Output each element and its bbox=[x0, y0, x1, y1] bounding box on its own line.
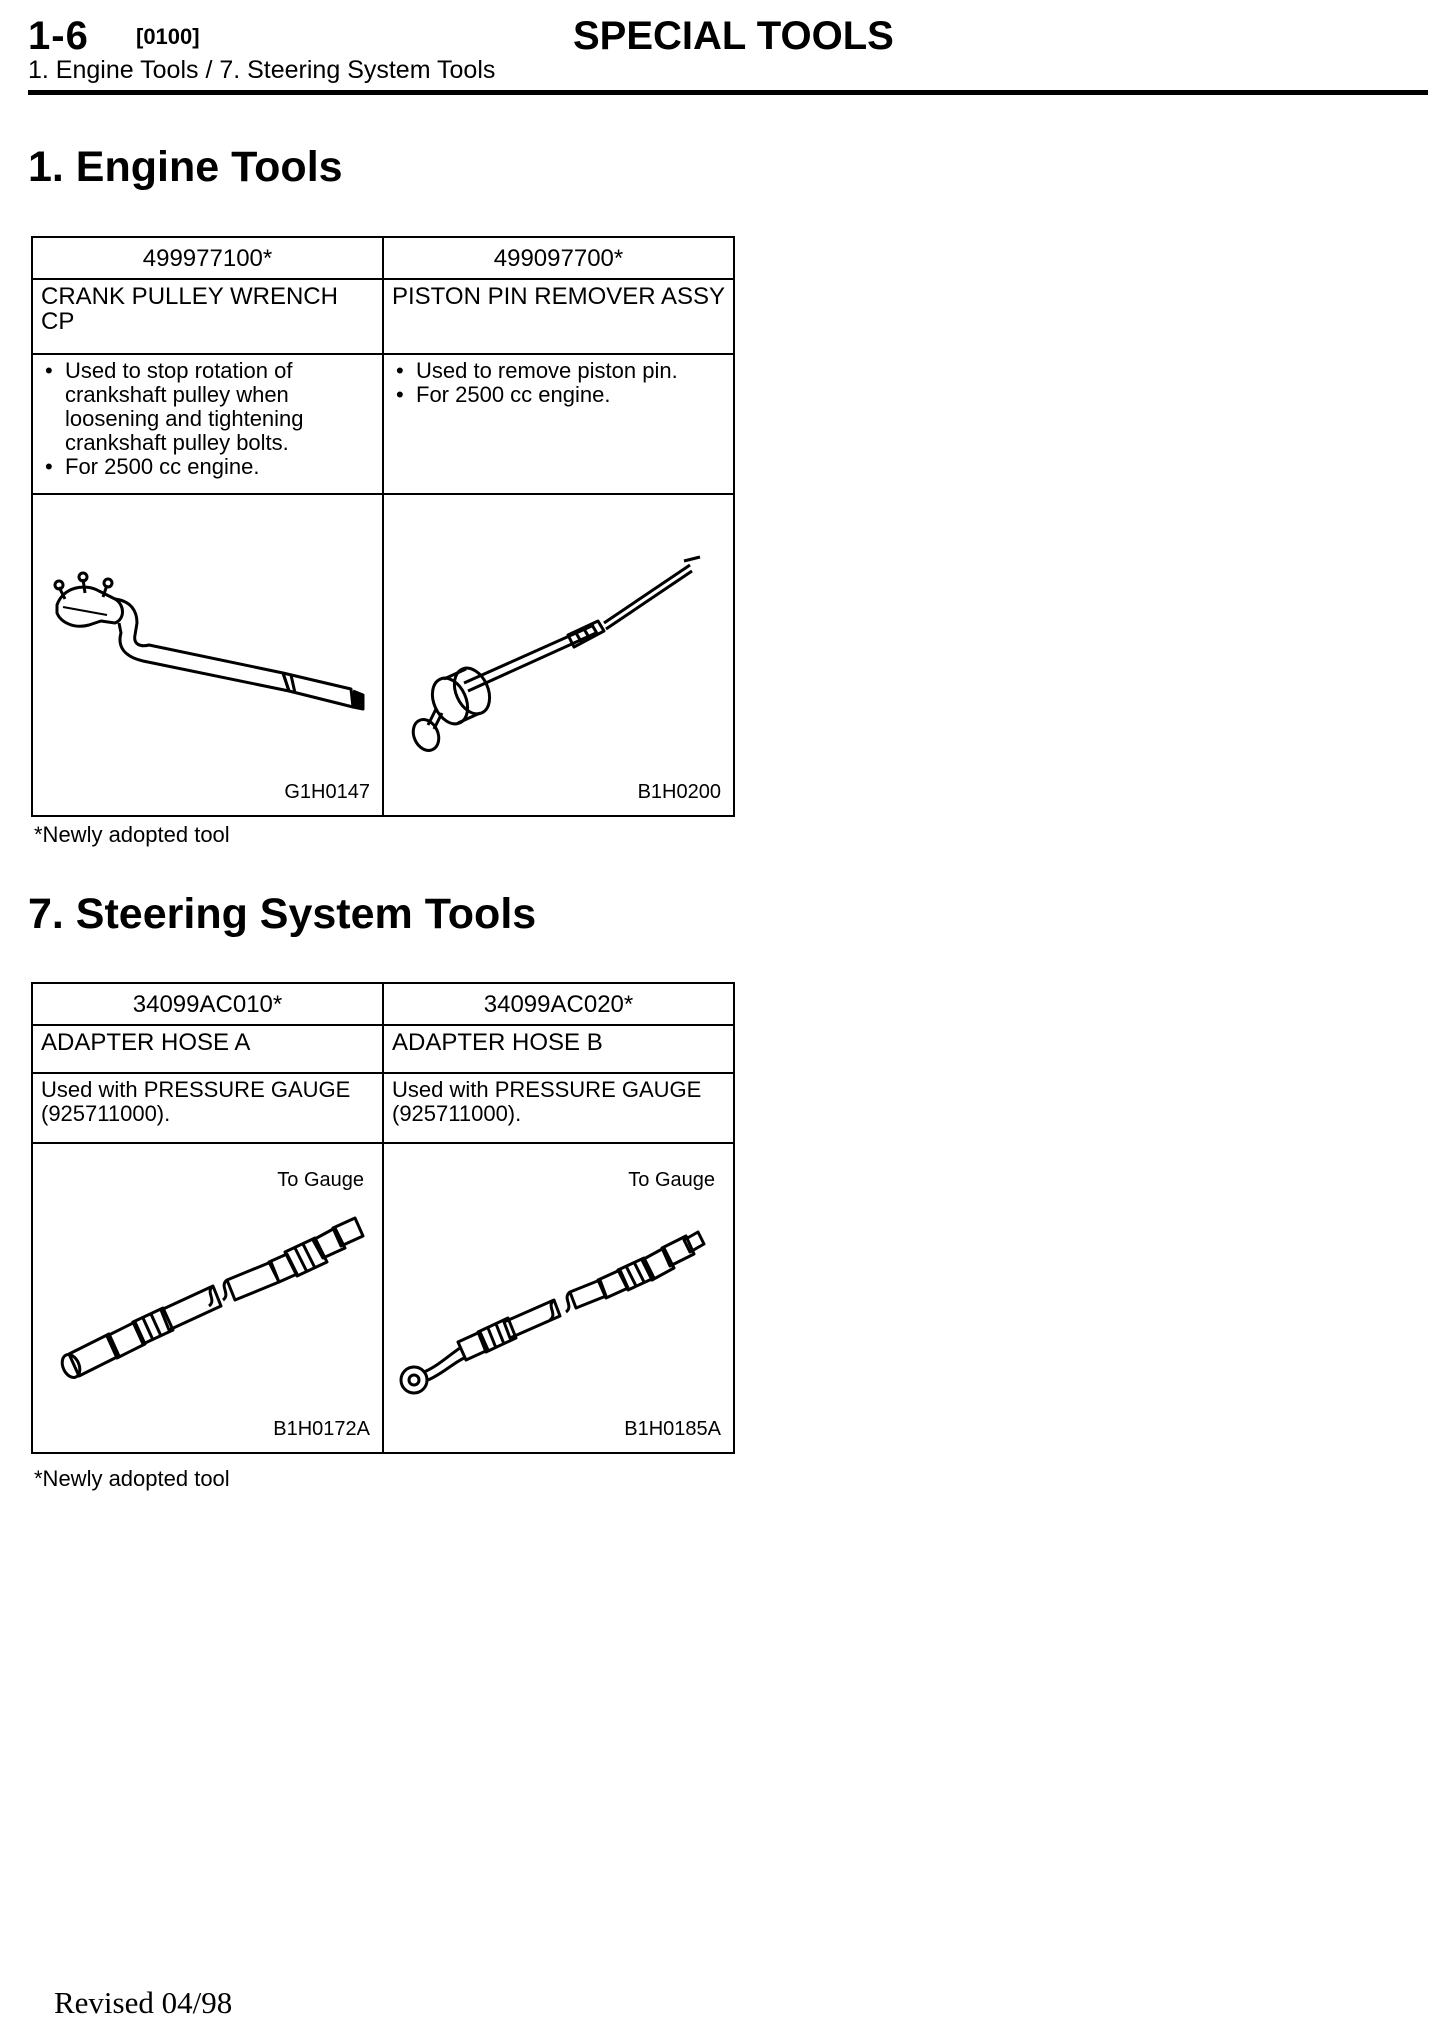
footnote-newly-adopted: *Newly adopted tool bbox=[34, 1466, 230, 1491]
table-row bbox=[32, 1025, 734, 1073]
crank-pulley-wrench-illustration bbox=[33, 495, 384, 815]
adapter-hose-a-illustration bbox=[33, 1144, 384, 1452]
table-row bbox=[32, 237, 734, 279]
part-number-cell: 499977100* bbox=[32, 237, 383, 279]
section-title-steering-system-tools: 7. Steering System Tools bbox=[28, 890, 537, 938]
table-row bbox=[32, 279, 734, 354]
tool-notes-list bbox=[392, 359, 725, 407]
tool-name-cell: PISTON PIN REMOVER ASSY bbox=[383, 279, 734, 354]
table-row bbox=[32, 983, 734, 1025]
to-gauge-label: To Gauge bbox=[628, 1169, 715, 1191]
figure-code: G1H0147 bbox=[284, 781, 370, 803]
table-row bbox=[32, 1143, 734, 1453]
list-item: • Used to remove piston pin. bbox=[416, 359, 725, 383]
header-rule bbox=[28, 90, 1428, 95]
steering-tools-table bbox=[31, 982, 735, 1454]
table-row bbox=[32, 354, 734, 494]
part-number-cell: 34099AC010* bbox=[32, 983, 383, 1025]
page-number: 1-6 bbox=[28, 14, 89, 58]
tool-name-cell: CRANK PULLEY WRENCH CP bbox=[32, 279, 383, 354]
tool-name-cell: ADAPTER HOSE A bbox=[32, 1025, 383, 1073]
tool-figure-cell bbox=[32, 1143, 383, 1453]
tool-figure-cell bbox=[32, 494, 383, 816]
tool-figure-cell bbox=[383, 494, 734, 816]
tool-description-cell bbox=[383, 354, 734, 494]
list-item: • For 2500 cc engine. bbox=[416, 383, 725, 407]
table-row bbox=[32, 1073, 734, 1143]
tool-notes-list bbox=[41, 359, 374, 479]
part-number-cell: 499097700* bbox=[383, 237, 734, 279]
section-title-engine-tools: 1. Engine Tools bbox=[28, 143, 343, 191]
figure-code: B1H0172A bbox=[273, 1418, 370, 1440]
breadcrumb: 1. Engine Tools / 7. Steering System Tools bbox=[28, 56, 496, 84]
adapter-hose-b-illustration bbox=[384, 1144, 735, 1452]
figure-code: B1H0185A bbox=[624, 1418, 721, 1440]
engine-tools-table bbox=[31, 236, 735, 817]
list-item: • For 2500 cc engine. bbox=[65, 455, 374, 479]
list-item: • Used to stop rotation of crankshaft pulley when loosening and tightening crankshaft pulley bolts. bbox=[65, 359, 374, 455]
tool-figure-cell bbox=[383, 1143, 734, 1453]
to-gauge-label: To Gauge bbox=[277, 1169, 364, 1191]
table-row bbox=[32, 494, 734, 816]
revision-footer: Revised 04/98 bbox=[54, 1985, 233, 2020]
piston-pin-remover-illustration bbox=[384, 495, 735, 815]
tool-description-cell: Used with PRESSURE GAUGE (925711000). bbox=[383, 1073, 734, 1143]
tool-description-cell bbox=[32, 354, 383, 494]
part-number-cell: 34099AC020* bbox=[383, 983, 734, 1025]
tool-name-cell: ADAPTER HOSE B bbox=[383, 1025, 734, 1073]
figure-code: B1H0200 bbox=[637, 781, 721, 803]
tool-description-cell: Used with PRESSURE GAUGE (925711000). bbox=[32, 1073, 383, 1143]
footnote-newly-adopted: *Newly adopted tool bbox=[34, 822, 230, 847]
header-title: SPECIAL TOOLS bbox=[573, 14, 894, 58]
section-code: [0100] bbox=[136, 24, 200, 49]
